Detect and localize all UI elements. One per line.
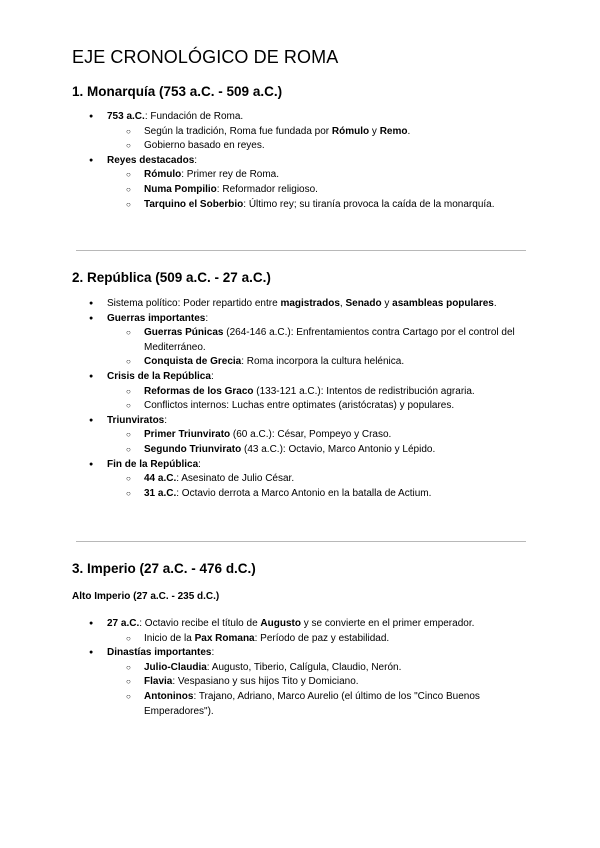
list-item: ○ Guerras Púnicas (264-146 a.C.): Enfrentamientos contra Cartago por el control del Mediterráneo. bbox=[107, 326, 532, 355]
section-heading-monarquia: 1. Monarquía (753 a.C. - 509 a.C.) bbox=[72, 84, 283, 99]
list-item: ○ Segundo Triunvirato (43 a.C.): Octavio, Marco Antonio y Lépido. bbox=[107, 443, 532, 458]
list-item: ○ Tarquino el Soberbio: Último rey; su tiranía provoca la caída de la monarquía. bbox=[107, 198, 532, 213]
list-item: ○ Inicio de la Pax Romana: Período de paz y estabilidad. bbox=[107, 632, 532, 647]
section-heading-imperio: 3. Imperio (27 a.C. - 476 d.C.) bbox=[72, 561, 256, 576]
section-heading-republica: 2. República (509 a.C. - 27 a.C.) bbox=[72, 270, 271, 285]
list-item: ● Guerras importantes: ○ Guerras Púnicas (264-146 a.C.): Enfrentamientos contra Cartago por el control del Mediterráneo. ○ Conquista de Grecia: Roma incorpora la cultura helénica. bbox=[72, 312, 532, 370]
list-item: ○ Rómulo: Primer rey de Roma. bbox=[107, 168, 532, 183]
list-item: ● Triunviratos: ○ Primer Triunvirato (60 a.C.): César, Pompeyo y Craso. ○ Segundo Triunvirato (43 a.C.): Octavio, Marco Antonio y Lépido. bbox=[72, 414, 532, 458]
list-item: ○ Antoninos: Trajano, Adriano, Marco Aurelio (el último de los "Cinco Buenos Emperadores"). bbox=[107, 690, 532, 719]
list-item: ● Dinastías importantes: ○ Julio-Claudia: Augusto, Tiberio, Calígula, Claudio, Nerón. ○ Flavia: Vespasiano y sus hijos Tito y Domiciano. ○ Antoninos: Trajano, Adriano, Marco Aurelio (el último de los "Cinco Buenos Emperadores"). bbox=[72, 646, 532, 719]
list-item: ○ Gobierno basado en reyes. bbox=[107, 139, 532, 154]
list-item: ● Sistema político: Poder repartido entre magistrados, Senado y asambleas populares. bbox=[72, 297, 532, 312]
section-list-imperio bbox=[72, 617, 532, 719]
list-item: ● 27 a.C.: Octavio recibe el título de Augusto y se convierte en el primer emperador. ○ Inicio de la Pax Romana: Período de paz y estabilidad. bbox=[72, 617, 532, 646]
list-item: ● 753 a.C.: Fundación de Roma. ○ Según la tradición, Roma fue fundada por Rómulo y Remo. ○ Gobierno basado en reyes. bbox=[72, 110, 532, 154]
list-item: ○ Primer Triunvirato (60 a.C.): César, Pompeyo y Craso. bbox=[107, 428, 532, 443]
list-item: ○ 44 a.C.: Asesinato de Julio César. bbox=[107, 472, 532, 487]
section-list-monarquia bbox=[72, 110, 532, 212]
section-divider bbox=[76, 250, 526, 251]
document-title: EJE CRONOLÓGICO DE ROMA bbox=[72, 47, 339, 67]
list-item: ○ 31 a.C.: Octavio derrota a Marco Antonio en la batalla de Actium. bbox=[107, 487, 532, 502]
list-item: ○ Conquista de Grecia: Roma incorpora la cultura helénica. bbox=[107, 355, 532, 370]
list-item: ○ Según la tradición, Roma fue fundada por Rómulo y Remo. bbox=[107, 125, 532, 140]
list-item: ○ Conflictos internos: Luchas entre optimates (aristócratas) y populares. bbox=[107, 399, 532, 414]
list-item: ● Crisis de la República: ○ Reformas de los Graco (133-121 a.C.): Intentos de redistribución agraria. ○ Conflictos internos: Luchas entre optimates (aristócratas) y populares. bbox=[72, 370, 532, 414]
section-list-republica bbox=[72, 297, 532, 501]
section-divider bbox=[76, 541, 526, 542]
list-item: ○ Numa Pompilio: Reformador religioso. bbox=[107, 183, 532, 198]
list-item: ○ Flavia: Vespasiano y sus hijos Tito y Domiciano. bbox=[107, 675, 532, 690]
list-item: ● Reyes destacados: ○ Rómulo: Primer rey de Roma. ○ Numa Pompilio: Reformador religioso. ○ Tarquino el Soberbio: Último rey; su tiranía provoca la caída de la monarquía. bbox=[72, 154, 532, 212]
subsection-heading-alto-imperio: Alto Imperio (27 a.C. - 235 d.C.) bbox=[72, 591, 220, 602]
list-item: ● Fin de la República: ○ 44 a.C.: Asesinato de Julio César. ○ 31 a.C.: Octavio derrota a Marco Antonio en la batalla de Actium. bbox=[72, 458, 532, 502]
list-item: ○ Julio-Claudia: Augusto, Tiberio, Calígula, Claudio, Nerón. bbox=[107, 661, 532, 676]
list-item: ○ Reformas de los Graco (133-121 a.C.): Intentos de redistribución agraria. bbox=[107, 385, 532, 400]
